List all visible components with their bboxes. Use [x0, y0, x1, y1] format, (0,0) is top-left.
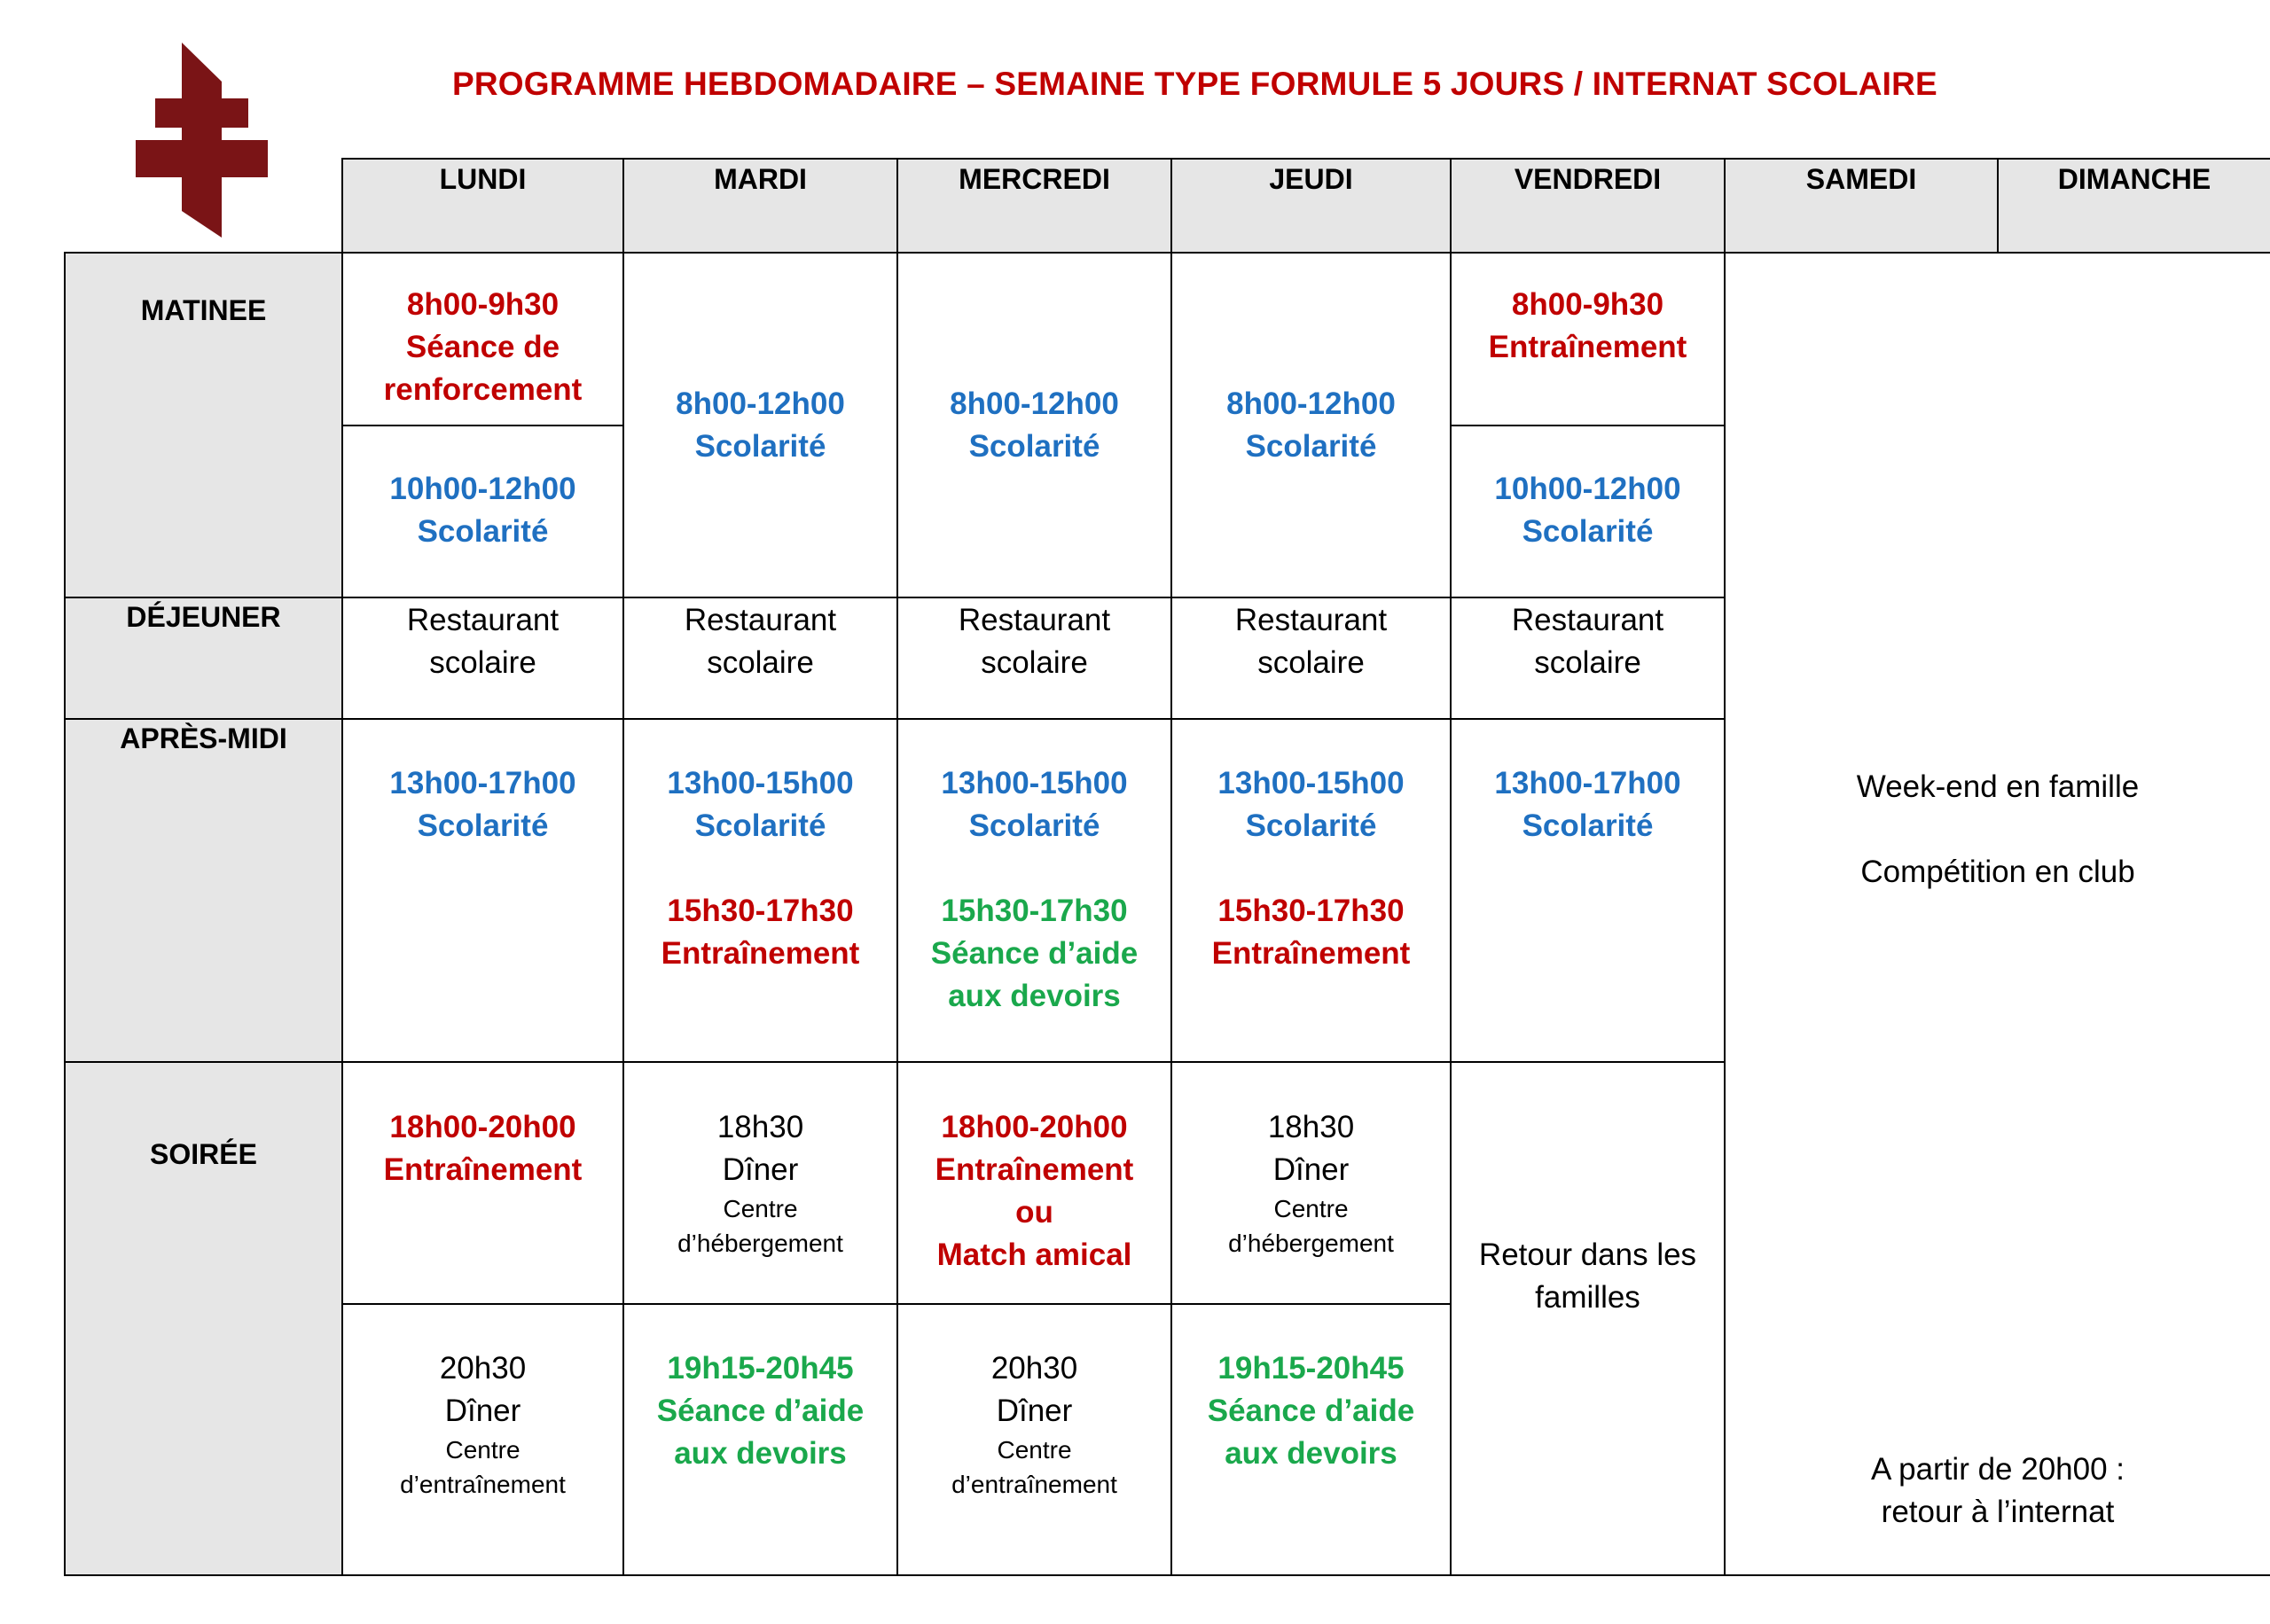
- weekend-return: [1726, 1448, 2270, 1534]
- slot-time: 10h00-12h00: [1494, 472, 1681, 506]
- slot-jeudi-apres-midi: [1172, 762, 1450, 975]
- weekend-block: [1726, 766, 2270, 894]
- slot-time: 8h00-12h00: [676, 386, 845, 421]
- slot-label: Restaurant: [1234, 603, 1388, 637]
- period-dejeuner: [66, 597, 341, 635]
- slot-time: 13h00-17h00: [389, 766, 576, 800]
- slot-label: Scolarité: [417, 808, 549, 843]
- slot-time: 13h00-15h00: [667, 766, 854, 800]
- period-label: APRÈS-MIDI: [120, 722, 287, 754]
- slot-mardi-soiree-1: [624, 1106, 896, 1261]
- page-title: PROGRAMME HEBDOMADAIRE – SEMAINE TYPE FORMULE 5 JOURS / INTERNAT SCOLAIRE: [452, 66, 1937, 102]
- slot-place: d’hébergement: [677, 1230, 843, 1257]
- slot-mardi-dejeuner: [624, 599, 896, 684]
- slot-mardi-apres-midi: [624, 762, 896, 975]
- slot-time: 13h00-15h00: [1217, 766, 1405, 800]
- slot-time: 8h00-9h30: [406, 287, 560, 322]
- slot-label: aux devoirs: [674, 1436, 847, 1471]
- slot-label: Scolarité: [968, 808, 1100, 843]
- slot-label: Dîner: [722, 1152, 799, 1187]
- slot-label: ou: [1015, 1195, 1053, 1230]
- slot-label: Scolarité: [1522, 808, 1654, 843]
- weekend-label: Compétition en club: [1860, 855, 2135, 889]
- slot-jeudi-soiree-1: [1172, 1106, 1450, 1261]
- slot-label: Restaurant: [684, 603, 837, 637]
- slot-label: Restaurant: [406, 603, 560, 637]
- slot-time: 19h15-20h45: [1217, 1351, 1405, 1386]
- slot-time: 18h00-20h00: [389, 1110, 576, 1144]
- slot-lundi-dejeuner: [343, 599, 622, 684]
- weekend-label: Week-end en famille: [1856, 769, 2140, 804]
- slot-time: 8h00-12h00: [1226, 386, 1396, 421]
- slot-jeudi-soiree-2: [1172, 1347, 1450, 1475]
- day-label: MERCREDI: [959, 163, 1110, 195]
- slot-label: scolaire: [1257, 645, 1365, 680]
- slot-mardi-soiree-2: [624, 1347, 896, 1475]
- slot-jeudi-matinee: [1172, 383, 1450, 468]
- slot-vendredi-matinee-2: [1452, 468, 1724, 553]
- slot-time: 20h30: [990, 1351, 1078, 1386]
- slot-time: 15h30-17h30: [667, 894, 854, 928]
- slot-label: Dîner: [996, 1394, 1073, 1428]
- slot-label: Scolarité: [968, 429, 1100, 464]
- period-label: SOIRÉE: [150, 1138, 257, 1170]
- day-header-samedi: [1726, 160, 1997, 197]
- cross-of-lorraine-icon: [133, 43, 275, 238]
- day-header-mardi: [624, 160, 896, 197]
- slot-label: scolaire: [1534, 645, 1641, 680]
- slot-place: Centre: [445, 1436, 521, 1464]
- slot-time: 8h00-12h00: [950, 386, 1119, 421]
- slot-label: renforcement: [383, 372, 583, 407]
- day-label: LUNDI: [439, 163, 527, 195]
- slot-place: d’entraînement: [951, 1471, 1117, 1498]
- slot-vendredi-soiree: [1452, 1234, 1724, 1319]
- slot-label: scolaire: [429, 645, 536, 680]
- slot-mercredi-soiree-1: [898, 1106, 1170, 1277]
- slot-time: 10h00-12h00: [389, 472, 576, 506]
- slot-lundi-soiree-1: [343, 1106, 622, 1191]
- slot-time: 13h00-15h00: [941, 766, 1128, 800]
- period-soiree: [66, 1126, 341, 1172]
- slot-label: scolaire: [707, 645, 814, 680]
- slot-label: Séance d’aide: [656, 1394, 865, 1428]
- slot-place: d’entraînement: [400, 1471, 566, 1498]
- slot-time: 18h00-20h00: [941, 1110, 1128, 1144]
- slot-label: Match amical: [936, 1238, 1132, 1272]
- slot-vendredi-dejeuner: [1452, 599, 1724, 684]
- slot-label: familles: [1535, 1280, 1640, 1315]
- slot-mercredi-matinee: [898, 383, 1170, 468]
- slot-label: aux devoirs: [1225, 1436, 1397, 1471]
- slot-time: 19h15-20h45: [667, 1351, 854, 1386]
- slot-time: 13h00-17h00: [1494, 766, 1681, 800]
- slot-label: Entraînement: [1211, 936, 1411, 971]
- slot-label: Entraînement: [383, 1152, 583, 1187]
- slot-label: Entraînement: [1488, 330, 1687, 364]
- day-label: JEUDI: [1269, 163, 1353, 195]
- weekend-label: retour à l’internat: [1881, 1495, 2115, 1529]
- slot-label: Séance d’aide: [930, 936, 1139, 971]
- slot-label: aux devoirs: [948, 979, 1121, 1013]
- day-header-mercredi: [898, 160, 1170, 197]
- slot-label: Scolarité: [694, 429, 826, 464]
- day-label: DIMANCHE: [2057, 163, 2211, 195]
- slot-place: Centre: [1273, 1195, 1349, 1222]
- slot-lundi-matinee-1: [343, 284, 622, 411]
- slot-place: d’hébergement: [1228, 1230, 1394, 1257]
- slot-vendredi-matinee-1: [1452, 284, 1724, 369]
- slot-time: 18h30: [716, 1110, 804, 1144]
- slot-mardi-matinee: [624, 383, 896, 468]
- slot-label: Scolarité: [1522, 514, 1654, 549]
- period-label: DÉJEUNER: [126, 601, 281, 633]
- period-matinee: [66, 282, 341, 328]
- slot-label: Scolarité: [694, 808, 826, 843]
- slot-mercredi-soiree-2: [898, 1347, 1170, 1502]
- slot-label: Scolarité: [1245, 808, 1377, 843]
- slot-lundi-matinee-2: [343, 468, 622, 553]
- slot-vendredi-apres-midi: [1452, 762, 1724, 847]
- day-label: SAMEDI: [1805, 163, 1917, 195]
- slot-label: Retour dans les: [1478, 1238, 1697, 1272]
- slot-lundi-apres-midi: [343, 762, 622, 847]
- day-header-vendredi: [1452, 160, 1724, 197]
- slot-place: Centre: [723, 1195, 798, 1222]
- day-label: VENDREDI: [1514, 163, 1662, 195]
- slot-label: Séance d’aide: [1207, 1394, 1415, 1428]
- slot-label: Dîner: [444, 1394, 521, 1428]
- day-label: MARDI: [714, 163, 807, 195]
- day-header-lundi: [343, 160, 622, 197]
- slot-mercredi-apres-midi: [898, 762, 1170, 1018]
- day-header-dimanche: [1999, 160, 2270, 197]
- slot-label: Scolarité: [417, 514, 549, 549]
- slot-time: 8h00-9h30: [1511, 287, 1664, 322]
- slot-label: Restaurant: [958, 603, 1111, 637]
- slot-mercredi-dejeuner: [898, 599, 1170, 684]
- slot-label: Dîner: [1272, 1152, 1350, 1187]
- weekend-label: A partir de 20h00 :: [1870, 1452, 2125, 1487]
- slot-place: Centre: [997, 1436, 1072, 1464]
- period-apres-midi: [66, 719, 341, 756]
- slot-jeudi-dejeuner: [1172, 599, 1450, 684]
- slot-label: Restaurant: [1511, 603, 1664, 637]
- period-label: MATINEE: [140, 294, 267, 326]
- day-header-jeudi: [1172, 160, 1450, 197]
- slot-time: 15h30-17h30: [941, 894, 1128, 928]
- slot-lundi-soiree-2: [343, 1347, 622, 1502]
- slot-label: Séance de: [405, 330, 560, 364]
- slot-label: Scolarité: [1245, 429, 1377, 464]
- slot-time: 15h30-17h30: [1217, 894, 1405, 928]
- slot-label: Entraînement: [935, 1152, 1134, 1187]
- slot-label: scolaire: [981, 645, 1088, 680]
- slot-time: 18h30: [1267, 1110, 1355, 1144]
- slot-time: 20h30: [439, 1351, 527, 1386]
- period-column-background: [64, 253, 342, 1575]
- slot-label: Entraînement: [661, 936, 860, 971]
